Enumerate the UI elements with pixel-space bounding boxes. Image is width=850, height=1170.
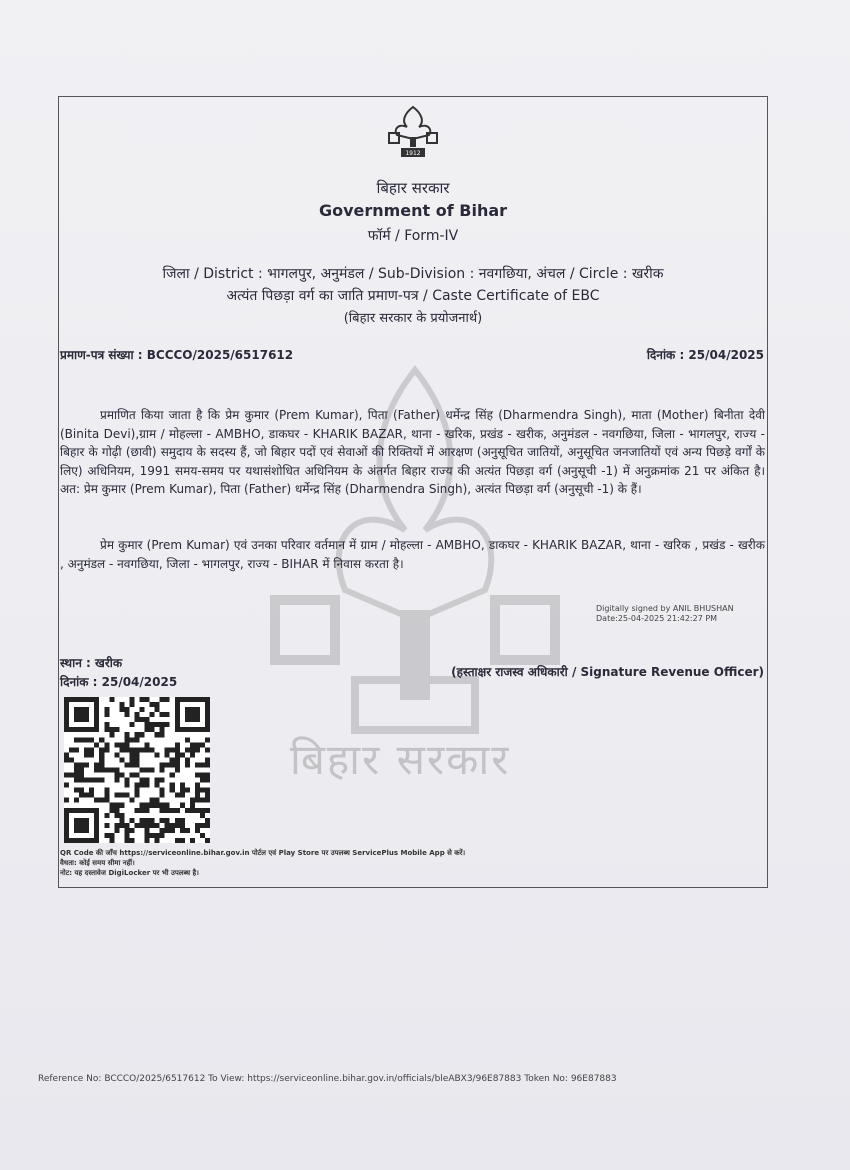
place-date-block [60, 654, 177, 692]
issue-date: दिनांक : 25/04/2025 [646, 348, 764, 362]
emblem-year: 1912 [405, 150, 421, 157]
govt-title-hindi: बिहार सरकार [376, 179, 450, 197]
reference-footer: Reference No: BCCCO/2025/6517612 To View: https://serviceonline.bihar.gov.in/officials/bleABX3/96E87883 Token No: 96E87883 [38, 1074, 617, 1084]
digital-signature-signer: Digitally signed by ANIL BHUSHAN [596, 604, 734, 613]
place-date: दिनांक : 25/04/2025 [60, 675, 178, 689]
location-line: जिला / District : भागलपुर, अनुमंडल / Sub-Division : नवगछिया, अंचल / Circle : खरीक [162, 266, 664, 282]
certificate-body-paragraph-2: प्रेम कुमार (Prem Kumar) एवं उनका परिवार वर्तमान में ग्राम / मोहल्ला - AMBHO, डाकघर - KHARIK BAZAR, थाना - खरिक , प्रखंड - खरीक , अनुमंडल - नवगछिया, जिला - भागलपुर, राज्य - BIHAR में निवास करता है। [60, 538, 765, 571]
govt-title-english: Government of Bihar [318, 201, 508, 220]
verification-notes [60, 848, 465, 878]
qr-code[interactable] [64, 697, 210, 843]
certificate-purpose: (बिहार सरकार के प्रयोजनार्थ) [343, 311, 483, 326]
note-digilocker: नोट: यह दस्तावेज DigiLocker पर भी उपलब्ध है। [60, 869, 199, 877]
note-validity: वैधता: कोई समय सीमा नहीं। [60, 859, 135, 867]
bihar-emblem-icon [383, 103, 443, 161]
watermark-text: बिहार सरकार [290, 735, 511, 784]
place: स्थान : खरीक [60, 656, 123, 670]
form-label: फॉर्म / Form-IV [367, 228, 459, 244]
signature-label: (हस्ताक्षर राजस्व अधिकारी / Signature Revenue Officer) [451, 665, 764, 679]
digital-signature [596, 604, 734, 624]
certificate-body-paragraph-1: प्रमाणित किया जाता है कि प्रेम कुमार (Prem Kumar), पिता (Father) धर्मेन्द्र सिंह (Dharmendra Singh), माता (Mother) बिनीता देवी (Binita Devi),ग्राम / मोहल्ला - AMBHO, डाकघर - KHARIK BAZAR, थाना - खरिक, प्रखंड - खरीक, अनुमंडल - नवगछिया, जिला - भागलपुर, राज्य - बिहार के गोढ़ी (छावी) समुदाय के सदस्य हैं, जो बिहार पदों एवं सेवाओं की रिक्तियों में आरक्षण (अनुसूचित जातियों, अनुसूचित जनजातियों एवं अन्य पिछड़े वर्गों के लिए) अधिनियम, 1991 समय-समय पर यथासंशोधित अधिनियम के अंतर्गत बिहार राज्य की अत्यंत पिछड़ा वर्ग (अनुसूची -1) में अनुक्रमांक 21 पर अंकित है। अत: प्रेम कुमार (Prem Kumar), पिता (Father) धर्मेन्द्र सिंह (Dharmendra Singh), अत्यंत पिछड़ा वर्ग (अनुसूची -1) के हैं। [60, 408, 765, 496]
digital-signature-date: Date:25-04-2025 21:42:27 PM [596, 614, 718, 623]
certificate-number: प्रमाण-पत्र संख्या : BCCCO/2025/6517612 [60, 348, 294, 362]
note-qr: QR Code की जाँच https://serviceonline.bihar.gov.in पोर्टल एवं Play Store पर उपलब्ध ServicePlus Mobile App से करें। [60, 849, 466, 857]
certificate-title: अत्यंत पिछड़ा वर्ग का जाति प्रमाण-पत्र / Caste Certificate of EBC [226, 288, 600, 304]
